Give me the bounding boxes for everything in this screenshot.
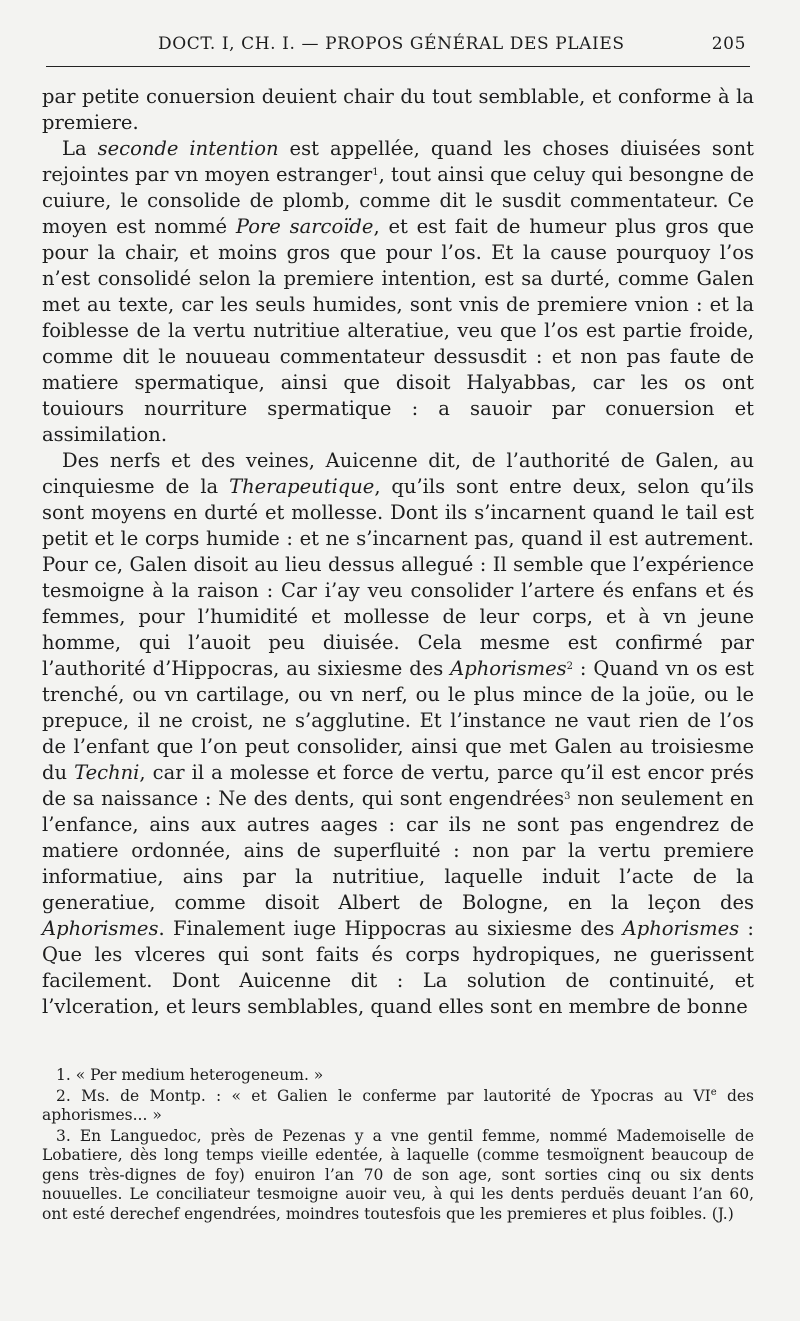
footnote bbox=[42, 1087, 754, 1126]
running-header bbox=[46, 34, 750, 62]
italic-title: Techni bbox=[74, 761, 140, 784]
text-run: : Quand vn os est trenché, ou vn cartilage, ou vn nerf, ou le plus mince de la joüe, ou le prepuce, il ne croist, ne s’agglutine. Et l’instance ne vaut rien de l’os de l’enfant que l’on peut consolider, ainsi que met Galen au troisiesme du bbox=[42, 657, 755, 784]
footnotes bbox=[42, 1066, 754, 1224]
text-run: : Que les vlceres qui sont faits és corps hydropiques, ne guerissent facilement. Dont Auicenne dit : La solution de continuité, et l’vlceration, et leurs semblables, quand elles sont en membre de bonne bbox=[42, 917, 754, 1018]
text-run: par petite conuersion deuient chair du tout semblable, et conforme à la premiere. bbox=[42, 85, 754, 134]
text-run: , car il a molesse et force de vertu, parce qu’il est encor prés de sa naissance : Ne des dents, qui sont engendrées bbox=[42, 761, 754, 810]
running-title: DOCT. I, CH. I. — PROPOS GÉNÉRAL DES PLAIES bbox=[158, 34, 625, 54]
italic-title: seconde intention bbox=[97, 137, 279, 160]
paragraph bbox=[42, 136, 754, 448]
footnote-ref: e bbox=[710, 1086, 717, 1098]
text-run: 2. Ms. de Montp. : « et Galien le conferme par lautorité de Ypocras au bbox=[56, 1086, 694, 1105]
footnote-ref: 1 bbox=[372, 167, 379, 178]
text-run: des aphorismes... » bbox=[42, 1086, 755, 1124]
text-run: VI bbox=[693, 1086, 711, 1105]
text-run: La bbox=[62, 137, 98, 160]
text-run: , et est fait de humeur plus gros que pour la chair, et moins gros que pour l’os. Et la cause pourquoy l’os n’est consolidé selon la premiere intention, est sa durté, comme Galen met au texte, car les seuls humides, sont vnis de premiere vnion : et la foiblesse de la vertu nutritiue alteratiue, veu que l’os est partie froide, comme dit le nouueau commentateur dessusdit : et non pas faute de matiere spermatique, ainsi que disoit Halyabbas, car les os ont touiours nourriture spermatique : a sauoir par conuersion et assimilation. bbox=[42, 215, 754, 446]
paragraph bbox=[42, 84, 754, 136]
italic-title: Aphorismes bbox=[42, 917, 159, 940]
paragraph bbox=[42, 448, 754, 1020]
footnote-ref: 3 bbox=[564, 791, 571, 802]
page-number: 205 bbox=[711, 34, 746, 54]
italic-title: Aphorismes bbox=[450, 657, 567, 680]
header-rule bbox=[46, 66, 750, 67]
italic-title: Pore sarcoïde bbox=[235, 215, 374, 238]
footnote bbox=[42, 1066, 754, 1086]
footnote-ref: 2 bbox=[566, 661, 574, 672]
text-run: Des nerfs et des veines, Auicenne dit, de l’authorité de Galen, au cinquiesme de la bbox=[42, 449, 754, 498]
footnote bbox=[42, 1127, 754, 1225]
text-run: 1. « Per medium heterogeneum. » bbox=[56, 1066, 324, 1084]
italic-title: Aphorismes bbox=[622, 917, 740, 940]
text-run: , tout ainsi que celuy qui besongne de cuiure, le consolide de plomb, comme dit le susdit commentateur. Ce moyen est nommé bbox=[42, 163, 754, 238]
text-run: , qu’ils sont entre deux, selon qu’ils sont moyens en durté et mollesse. Dont ils s’incarnent quand le tail est petit et le corps humide : et ne s’incarnent pas, quand il est autrement. Pour ce, Galen disoit au lieu dessus allegué : Il semble que l’expérience tesmoigne à la raison : Car i’ay veu consolider l’artere és enfans et és femmes, pour l’humidité et mollesse de leur corps, et à vn jeune homme, qui l’auoit peu diuisée. Cela mesme est confirmé par l’authorité d’Hippocras, au sixiesme des bbox=[42, 475, 754, 680]
text-run: non seulement en l’enfance, ains aux autres aages : car ils ne sont pas engendrez de matiere ordonnée, ains de superfluité : non par la vertu premiere informatiue, ains par la nutritiue, laquelle induit l’acte de la generatiue, comme disoit Albert de Bologne, en la leçon des bbox=[42, 787, 754, 914]
main-text bbox=[42, 84, 754, 1020]
text-run: 3. En Languedoc, près de Pezenas y a vne gentil femme, nommé Mademoiselle de Lobatiere, dès long temps vieille edentée, à laquelle (comme tesmoïgnent beaucoup de gens très-dignes de foy) enuiron l’an 70 de son age, sont sorties cinq ou six dents nouuelles. Le conciliateur tesmoigne auoir veu, à qui les dents perduës deuant l’an 60, ont esté derechef engendrées, moindres toutesfois que les premieres et plus foibles. (J.) bbox=[42, 1126, 754, 1223]
text-run: est appellée, quand les choses diuisées sont rejointes par vn moyen estranger bbox=[42, 137, 754, 186]
italic-title: Therapeutique bbox=[229, 475, 375, 498]
text-run: . Finalement iuge Hippocras au sixiesme des bbox=[158, 917, 623, 940]
